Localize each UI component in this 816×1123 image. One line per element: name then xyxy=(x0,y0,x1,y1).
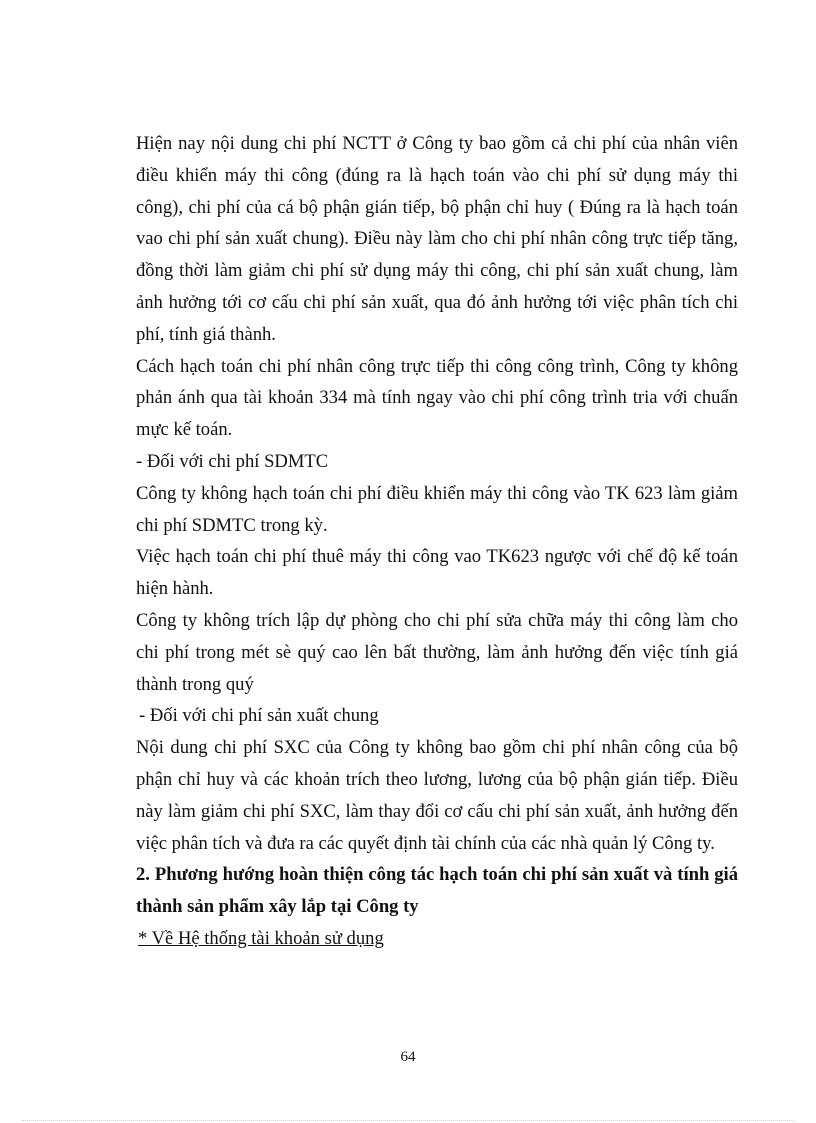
paragraph-sxc-content: Nội dung chi phí SXC của Công ty không bao gồm chi phí nhân công của bộ phận chỉ huy và các khoản trích theo lương, lương của bộ phận gián tiếp. Điều này làm giảm chi phí SXC, làm thay đổi cơ cấu chi phí sản xuất, ảnh hưởng đến việc phân tích và đưa ra các quyết định tài chính của các nhà quản lý Công ty. xyxy=(136,737,738,854)
paragraph-repair-provision: Công ty không trích lập dự phòng cho chi phí sửa chữa máy thi công làm cho chi phí trong mét sè quý cao lên bất thường, làm ảnh hưởng đến việc tính giá thành trong quý xyxy=(136,609,738,695)
section-heading: 2. Phương hướng hoàn thiện công tác hạch toán chi phí sản xuất và tính giá thành sản phẩm xây lắp tại Công ty xyxy=(136,864,738,918)
paragraph-nctt-accounting: Cách hạch toán chi phí nhân công trực tiếp thi công công trình, Công ty không phản ánh qua tài khoản 334 mà tính ngay vào chi phí công trình tria với chuẩn mực kế toán. xyxy=(136,355,738,441)
page-bottom-divider xyxy=(22,1120,794,1121)
paragraph-sdmtc-tk623: Công ty không hạch toán chi phí điều khiển máy thi công vào TK 623 làm giảm chi phí SDMTC trong kỳ. xyxy=(136,482,738,536)
page-number: 64 xyxy=(400,1049,416,1065)
paragraph-nctt-content: Hiện nay nội dung chi phí NCTT ở Công ty bao gồm cả chi phí của nhân viên điều khiển máy thi công (đúng ra là hạch toán vào chi phí sử dụng máy thi công), chi phí của cá bộ phận gián tiếp, bộ phận chỉ huy ( Đúng ra là hạch toán vao chi phí sản xuất chung). Điều này làm cho chi phí nhân công trực tiếp tăng, đồng thời làm giảm chi phí sử dụng máy thi công, chi phí sản xuất chung, làm ảnh hưởng tới cơ cấu chi phí sản xuất, qua đó ảnh hưởng tới việc phân tích chi phí, tính giá thành. xyxy=(136,133,738,345)
paragraph-machine-rental: Việc hạch toán chi phí thuê máy thi công vao TK623 ngược với chế độ kế toán hiện hành. xyxy=(136,546,738,600)
page-body xyxy=(136,128,738,955)
item-sdmtc-costs: - Đối với chi phí SDMTC xyxy=(136,450,329,472)
item-general-production-costs: - Đối với chi phí sản xuất chung xyxy=(139,705,379,727)
subsection-heading: * Về Hệ thống tài khoản sử dụng xyxy=(138,927,384,949)
